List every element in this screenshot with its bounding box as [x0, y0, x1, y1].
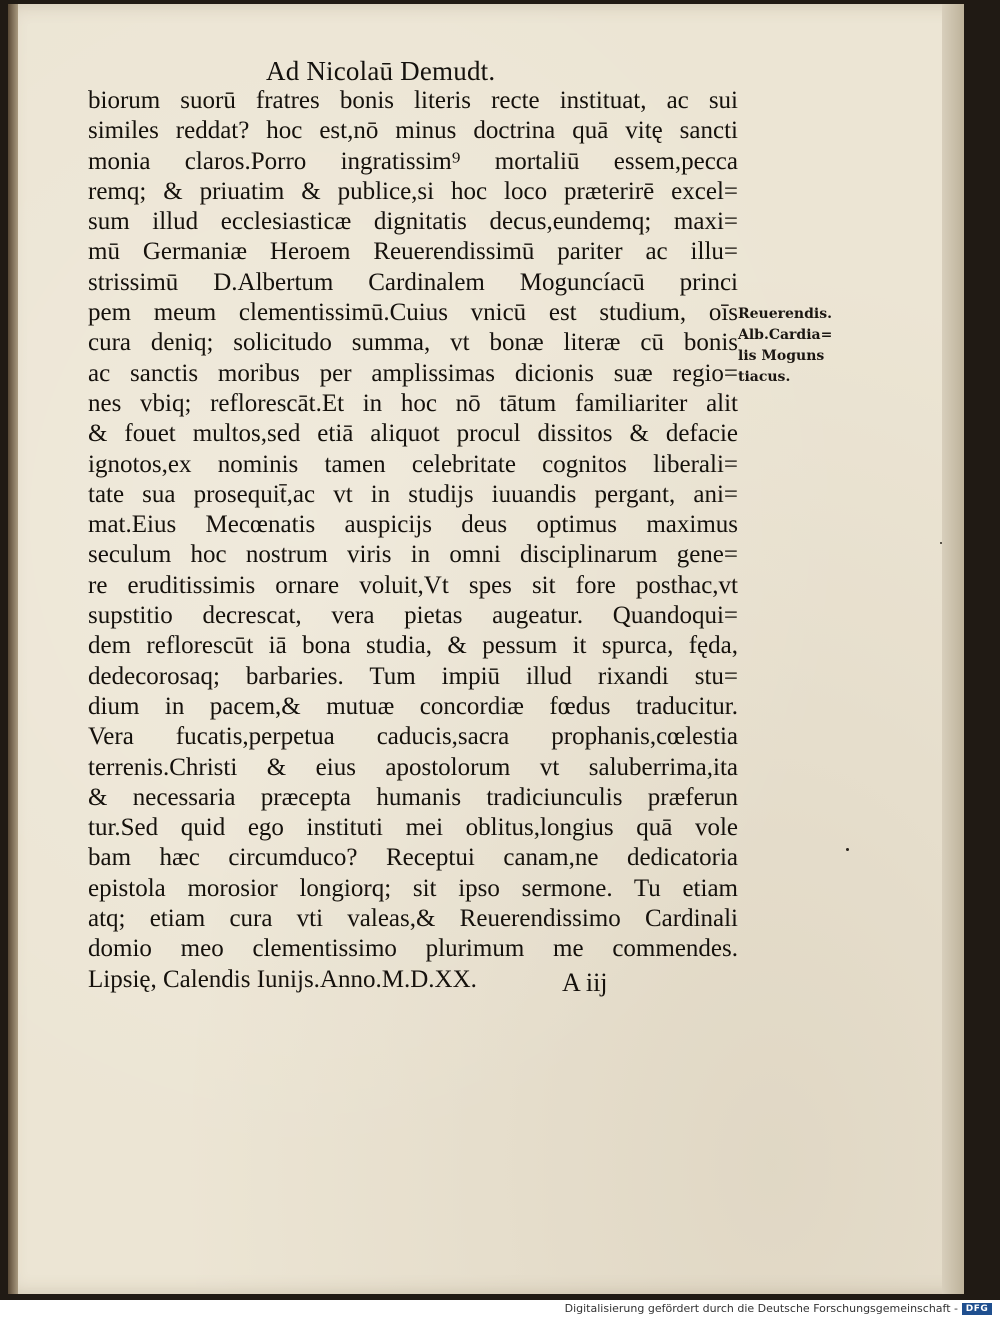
ink-speck [846, 848, 849, 851]
text-line: dium in pacem,& mutuæ concordiæ fœdus traducitur. [88, 692, 738, 720]
text-line: tate sua prosequit̄,ac vt in studijs iuuandis pergant, ani= [88, 480, 738, 508]
text-line: ac sanctis moribus per amplissimas dicionis suæ regio= [88, 359, 738, 387]
text-line: dem reflorescūt iā bona studia, & pessum it spurca, fęda, [88, 632, 738, 660]
text-line: domio meo clementissimo plurimum me commendes. [88, 935, 738, 963]
ink-speck [940, 542, 942, 544]
text-line: biorum suorū fratres bonis literis recte instituat, ac sui [88, 87, 738, 114]
text-line: epistola morosior longiorq; sit ipso sermone. Tu etiam [88, 874, 738, 902]
text-line: mū Germaniæ Heroem Reuerendissimū pariter ac illu= [88, 238, 738, 266]
text-line: bam hæc circumduco? Receptui canam,ne dedicatoria [88, 844, 738, 872]
marginal-line: Reuerendis. [738, 306, 832, 322]
text-line: monia claros.Porro ingratissim⁹ mortaliū essem,pecca [88, 147, 738, 175]
text-line: nes vbiq; reflorescāt.Et in hoc nō tātum familiariter alit [88, 389, 738, 417]
marginal-line: tiacus. [738, 369, 791, 385]
text-line: strissimū D.Albertum Cardinalem Moguncíacū princi [88, 268, 738, 296]
text-line: tur.Sed quid ego instituti mei oblitus,longius quā vole [88, 814, 738, 842]
text-line: Vera fucatis,perpetua caducis,sacra prophanis,cœlestia [88, 723, 738, 751]
text-line: ignotos,ex nominis tamen celebritate cognitos liberali= [88, 450, 738, 478]
text-line: & necessaria præcepta humanis tradiciunculis præferun [88, 783, 738, 811]
text-line: sum illud ecclesiasticæ dignitatis decus,eundemq; maxi= [88, 208, 738, 236]
dfg-logo: DFG [962, 1303, 992, 1315]
text-line: atq; etiam cura vti valeas,& Reuerendissimo Cardinali [88, 905, 738, 933]
running-header: Ad Nicolaū Demudt. [266, 56, 496, 86]
text-line: cura deniq; solicitudo summa, vt bonæ literæ cū bonis [88, 329, 738, 357]
text-line: terrenis.Christi & eius apostolorum vt saluberrima,ita [88, 753, 738, 781]
body-text [88, 86, 738, 995]
page-edge [942, 4, 964, 1294]
funding-credit: Digitalisierung gefördert durch die Deutsche Forschungsgemeinschaft - [564, 1302, 958, 1315]
text-line: remq; & priuatim & publice,si hoc loco præterirē excel= [88, 177, 738, 205]
binding-spine [8, 4, 18, 1294]
text-line: pem meum clementissimū.Cuius vnicū est studium, oīs [88, 299, 738, 327]
text-line: mat.Eius Mecœnatis auspicijs deus optimus maximus [88, 511, 738, 539]
text-line: similes reddat? hoc est,nō minus doctrina quā vitę sancti [88, 117, 738, 145]
text-line: dedecorosaq; barbaries. Tum impiū illud rixandi stu= [88, 662, 738, 690]
text-line: re eruditissimis ornare voluit,Vt spes sit fore posthac,vt [88, 571, 738, 599]
text-line: & fouet multos,sed etiā aliquot procul dissitos & defacie [88, 420, 738, 448]
marginal-line: Alb.Cardia= [738, 327, 833, 343]
dateline: Lipsię, Calendis Iunijs.Anno.M.D.XX. [88, 965, 477, 993]
text-line: seculum hoc nostrum viris in omni disciplinarum gene= [88, 541, 738, 569]
text-line: supstitio decrescat, vera pietas augeatur. Quandoqui= [88, 602, 738, 630]
marginal-line: lis Moguns [738, 348, 825, 364]
signature-mark: A iij [562, 968, 608, 997]
marginal-note [738, 304, 868, 388]
